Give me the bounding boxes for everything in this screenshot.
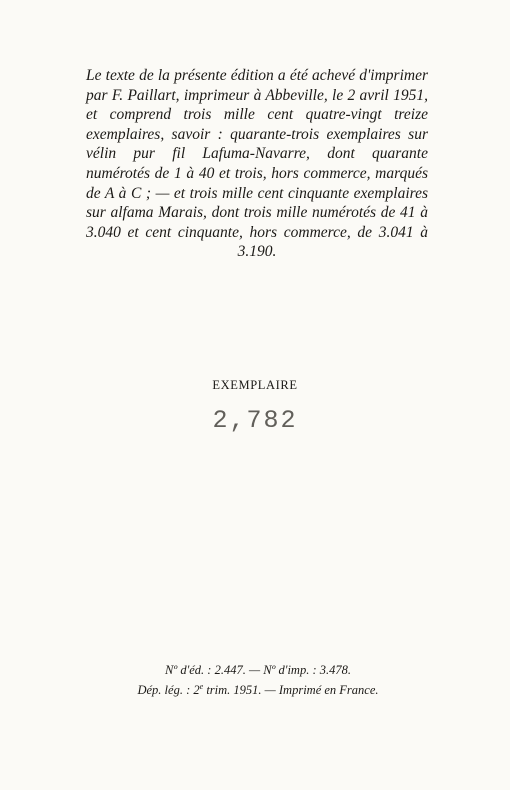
legal-deposit-line <box>3 683 510 698</box>
legal-deposit-superscript: e <box>199 682 204 691</box>
edition-print-numbers: Nº d'éd. : 2.447. — Nº d'imp. : 3.478. <box>164 663 351 677</box>
legal-deposit-prefix: Dép. lég. : 2 <box>137 683 200 697</box>
legal-deposit-suffix: trim. 1951. — Imprimé en France. <box>203 683 379 697</box>
colophon-text: Le texte de la présente édition a été achevé d'imprimer par F. Paillart, imprimeur à Abbeville, le 2 avril 1951, et comprend trois mille cent quatre-vingt treize exemplaires, savoir : quarante-trois exemplaires sur vélin pur fil Lafuma-Navarre, dont quarante numérotés de 1 à 40 et trois, hors commerce, marqués de A à C ; — et trois mille cent cinquante exemplaires sur alfama Marais, dont trois mille numérotés de 41 à 3.040 et cent cinquante, hors commerce, de 3.041 à 3.190. <box>86 67 428 261</box>
exemplaire-number-stamp: 2,782 <box>212 406 298 435</box>
exemplaire-label: EXEMPLAIRE <box>212 378 298 392</box>
